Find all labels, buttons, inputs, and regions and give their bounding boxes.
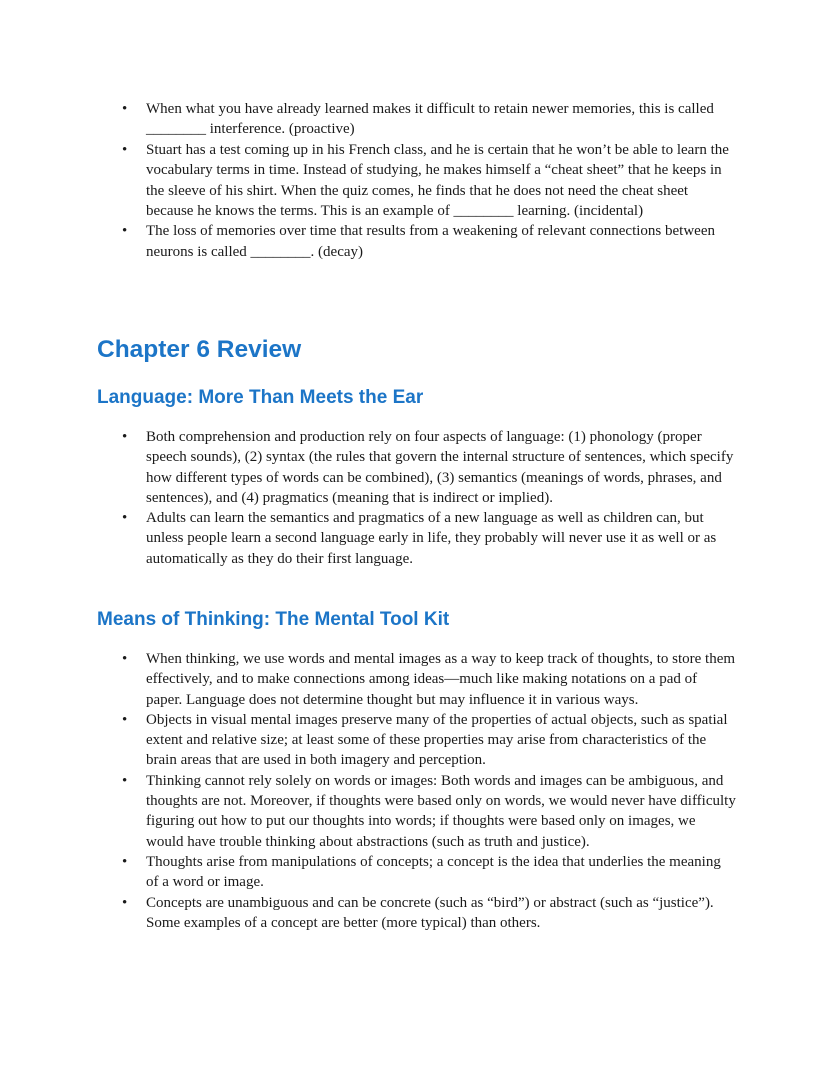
list-item-text: Concepts are unambiguous and can be concrete (such as “bird”) or abstract (such as “justice”). Some examples of a concept are better (more typical) than others.: [146, 894, 714, 931]
bullet-icon: •: [122, 510, 128, 527]
list-item-text: Thinking cannot rely solely on words or images: Both words and images can be ambiguous, and thoughts are not. Moreover, if thoughts were based only on words, we would never have difficulty figuring out how to put our thoughts into words; if thoughts were based only on images, we would have trouble thinking about abstractions (such as truth and justice).: [146, 772, 736, 850]
language-bullet-list: [122, 427, 736, 569]
list-item: [122, 221, 736, 262]
list-item-text: Objects in visual mental images preserve many of the properties of actual objects, such as spatial extent and relative size; at least some of these properties may arise from characteristics of the brain areas that are used in both imagery and perception.: [146, 711, 728, 769]
bullet-icon: •: [122, 141, 128, 158]
list-item: [122, 649, 736, 710]
list-item: [122, 140, 736, 222]
bullet-icon: •: [122, 853, 128, 870]
section-heading-thinking: Means of Thinking: The Mental Tool Kit: [97, 609, 450, 630]
thinking-bullet-list: [122, 649, 736, 933]
list-item-text: Adults can learn the semantics and pragmatics of a new language as well as children can, but unless people learn a second language early in life, they probably will never use it as well or as automatically as they do their first language.: [146, 510, 717, 567]
section-heading-language: Language: More Than Meets the Ear: [97, 387, 424, 408]
list-item: [122, 710, 736, 771]
bullet-icon: •: [122, 223, 128, 240]
intro-bullet-list: [122, 99, 736, 262]
list-item: [122, 427, 736, 508]
list-item: [122, 852, 736, 893]
chapter-title: Chapter 6 Review: [97, 336, 302, 363]
list-item-text: When what you have already learned makes it difficult to retain newer memories, this is called ________ interference. (proactive): [146, 101, 714, 138]
list-item-text: When thinking, we use words and mental images as a way to keep track of thoughts, to store them effectively, and to make connections among ideas—much like making notations on a pad of paper. Language does not determine thought but may influence it in various ways.: [146, 651, 736, 708]
bullet-icon: •: [122, 101, 128, 117]
bullet-icon: •: [122, 429, 128, 445]
bullet-icon: •: [122, 651, 128, 667]
bullet-icon: •: [122, 894, 128, 911]
list-item: [122, 893, 736, 934]
list-item-text: Stuart has a test coming up in his French class, and he is certain that he won’t be able to learn the vocabulary terms in time. Instead of studying, he makes himself a “cheat sheet” that he keeps in the sleeve of his shirt. When the quiz comes, he finds that he does not need the cheat sheet because he knows the terms. This is an example of ________ learning. (incidental): [146, 141, 729, 220]
list-item-text: Both comprehension and production rely on four aspects of language: (1) phonology (proper speech sounds), (2) syntax (the rules that govern the internal structure of sentences, which specify how different types of words can be combined), (3) semantics (meanings of words, phrases, and sentences), and (4) pragmatics (meaning that is indirect or implied).: [146, 429, 734, 506]
list-item: [122, 508, 736, 569]
list-item: [122, 99, 736, 140]
list-item: [122, 771, 736, 852]
list-item-text: The loss of memories over time that results from a weakening of relevant connections between neurons is called ________. (decay): [146, 223, 715, 260]
bullet-icon: •: [122, 711, 128, 728]
bullet-icon: •: [122, 772, 128, 789]
list-item-text: Thoughts arise from manipulations of concepts; a concept is the idea that underlies the meaning of a word or image.: [146, 853, 721, 891]
